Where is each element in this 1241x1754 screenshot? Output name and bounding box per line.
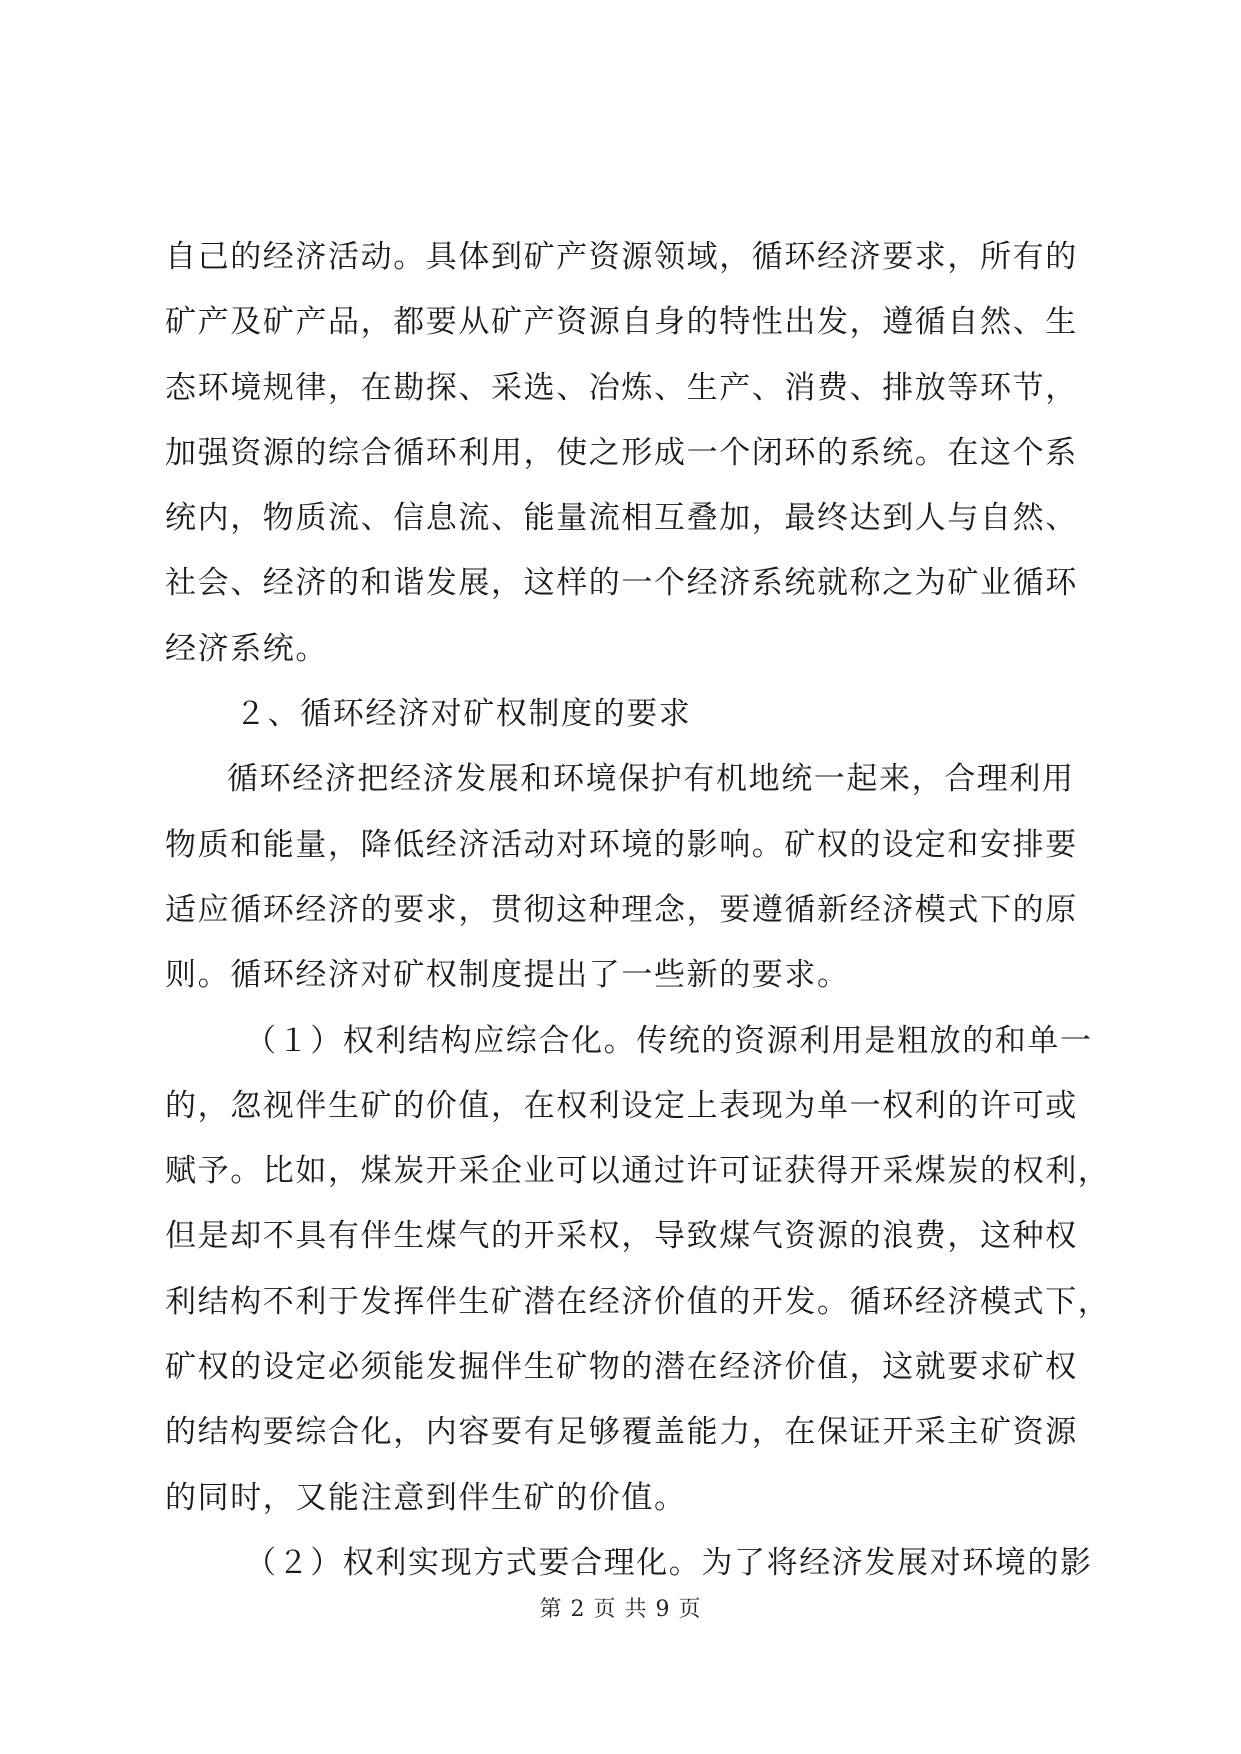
- body-line: 物质和能量，降低经济活动对环境的影响。矿权的设定和安排要: [165, 826, 1078, 863]
- paragraph-first-line: 循环经济把经济发展和环境保护有机地统一起来，合理利用: [227, 761, 1075, 798]
- body-line: 经济系统。: [165, 630, 328, 667]
- body-line: 矿权的设定必须能发掘伴生矿物的潜在经济价值，这就要求矿权: [165, 1349, 1078, 1386]
- body-line: 但是却不具有伴生煤气的开采权，导致煤气资源的浪费，这种权: [165, 1218, 1078, 1255]
- paragraph-first-line: （２）权利实现方式要合理化。为了将经济发展对环境的影: [245, 1544, 1093, 1581]
- body-line: 加强资源的综合循环利用，使之形成一个闭环的系统。在这个系: [165, 434, 1078, 471]
- section-heading: ２、循环经济对矿权制度的要求: [235, 696, 692, 733]
- page-footer: 第 2 页 共 9 页: [539, 1597, 702, 1622]
- body-line: 适应循环经济的要求，贯彻这种理念，要遵循新经济模式下的原: [165, 891, 1078, 928]
- body-line: 的结构要综合化，内容要有足够覆盖能力，在保证开采主矿资源: [165, 1414, 1078, 1451]
- body-line: 态环境规律，在勘探、采选、冶炼、生产、消费、排放等环节，: [165, 369, 1078, 406]
- body-line: 的同时，又能注意到伴生矿的价值。: [165, 1479, 687, 1516]
- body-line: 统内，物质流、信息流、能量流相互叠加，最终达到人与自然、: [165, 500, 1078, 537]
- paragraph-first-line: （１）权利结构应综合化。传统的资源利用是粗放的和单一: [245, 1022, 1093, 1059]
- body-line: 利结构不利于发挥伴生矿潜在经济价值的开发。循环经济模式下，: [165, 1283, 1111, 1320]
- body-line: 赋予。比如，煤炭开采企业可以通过许可证获得开采煤炭的权利，: [165, 1153, 1111, 1190]
- body-line: 矿产及矿产品，都要从矿产资源自身的特性出发，遵循自然、生: [165, 304, 1078, 341]
- body-line: 自己的经济活动。具体到矿产资源领域，循环经济要求，所有的: [165, 239, 1078, 275]
- body-line: 社会、经济的和谐发展，这样的一个经济系统就称之为矿业循环: [165, 565, 1078, 602]
- document-body: [165, 225, 1111, 1596]
- body-line: 则。循环经济对矿权制度提出了一些新的要求。: [165, 957, 850, 994]
- body-line: 的，忽视伴生矿的价值，在权利设定上表现为单一权利的许可或: [165, 1087, 1078, 1124]
